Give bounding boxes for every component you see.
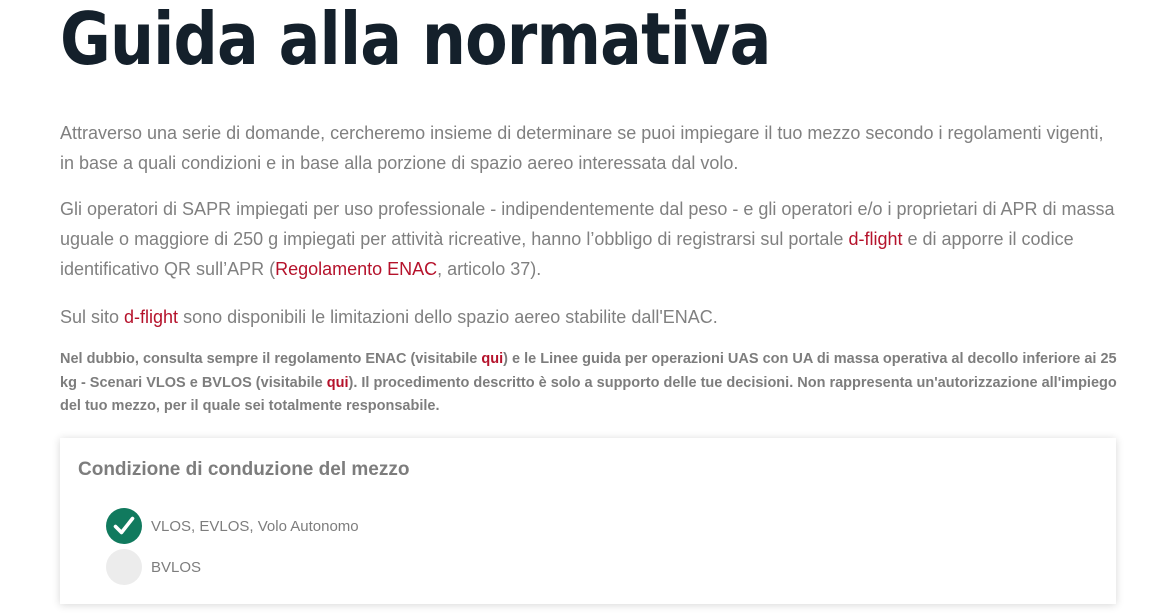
intro-paragraph-2-text-b: e di apporre il codice identificativo QR sull’APR ( [60,229,1074,279]
regolamento-enac-link[interactable]: Regolamento ENAC [275,259,438,279]
page-title: Guida alla normativa [60,0,771,81]
intro-paragraph-2-text-c: , articolo 37). [437,259,542,279]
guidelines-qui-link[interactable]: qui [326,374,349,391]
d-flight-link[interactable]: d-flight [848,229,903,249]
intro-paragraph-3-text-b: sono disponibili le limitazioni dello spazio aereo stabilite dall'ENAC. [178,307,718,327]
intro-paragraph-2-text-a: Gli operatori di SAPR impiegati per uso professionale - indipendentemente dal peso - e gli operatori e/o i proprietari di APR di massa uguale o maggiore di 250 g impiegati per attività ricreative, hanno l’obbligo di registrarsi sul portale [60,199,1115,249]
option-vlos-radio[interactable] [106,508,142,544]
intro-paragraph-2 [60,194,1118,284]
disclaimer-text-b: ) e le Linee guida per operazioni UAS con UA di massa operativa al decollo inferiore ai 25 kg - Scenari VLOS e BVLOS (visitabile [60,351,1117,391]
checkmark-icon [112,514,136,538]
option-bvlos[interactable] [106,549,201,585]
enac-regulation-qui-link[interactable]: qui [481,351,504,367]
intro-paragraph-3-text-a: Sul sito [60,307,125,327]
disclaimer-text-c: ). Il procedimento descritto è solo a supporto delle tue decisioni. Non rappresenta un'autorizzazione all'impiego del tuo mezzo, per il quale sei totalmente responsabile. [60,374,1117,414]
disclaimer-text-a: Nel dubbio, consulta sempre il regolamento ENAC (visitabile [60,351,482,367]
question-card [60,438,1116,604]
option-vlos-label: VLOS, EVLOS, Volo Autonomo [151,517,359,535]
option-bvlos-radio[interactable] [106,549,142,585]
intro-paragraph-1: Attraverso una serie di domande, cercheremo insieme di determinare se puoi impiegare il tuo mezzo secondo i regolamenti vigenti, in base a quali condizioni e in base alla porzione di spazio aereo interessata dal volo. [60,123,1104,173]
d-flight-site-link[interactable]: d-flight [124,307,179,327]
question-title: Condizione di conduzione del mezzo [78,459,410,480]
option-bvlos-label: BVLOS [151,558,202,576]
disclaimer-note [60,348,1118,419]
option-vlos[interactable] [106,508,359,544]
intro-paragraph-3 [60,302,1118,332]
